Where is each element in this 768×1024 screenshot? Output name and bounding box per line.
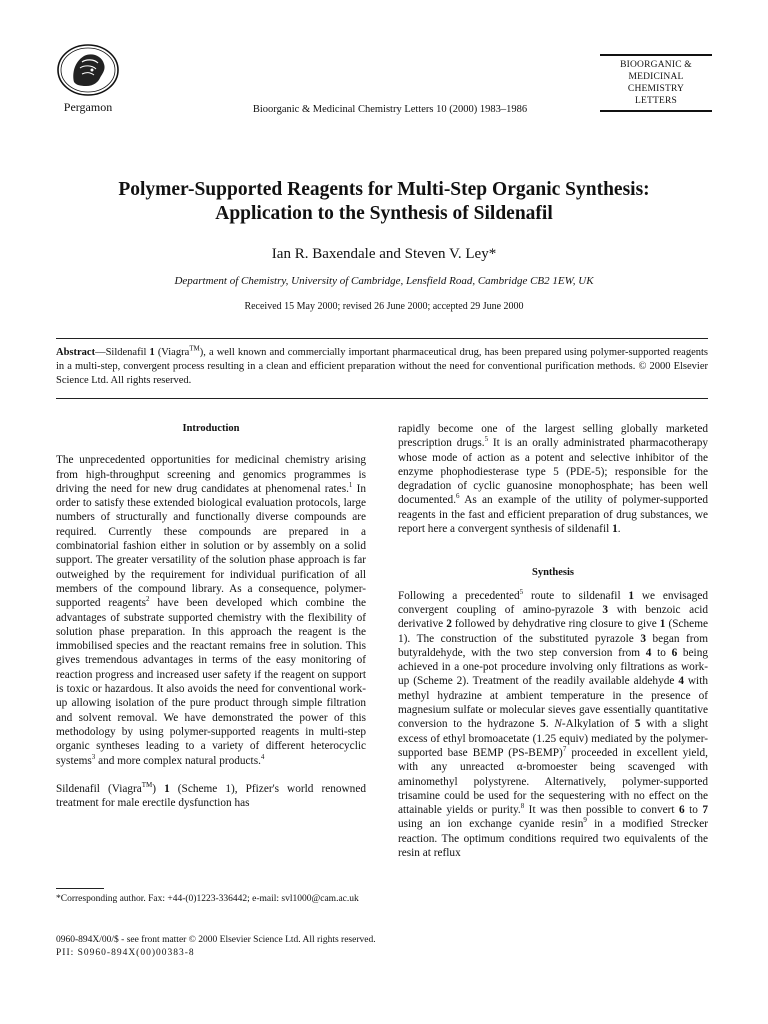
paragraph: Following a precedented$^5$ route to sildenafil 1 we envisaged convergent coupling of amino-pyrazole 3 with benzoic acid derivative 2 followed by dehydrative ring closure to give 1 (Scheme 1). The construction of the substituted pyrazole 3 began from butyraldehyde, with the two step conversion from 4 to 6 being achieved in a one-pot procedure involving only filtrations as work-up (Scheme 2). Treatment of the readily available aldehyde 4 with methyl hydrazine at ambient temperature in the presence of magnesium sulfate or molecular sieves gave essentially quantitative conversion to the hydrazone 5. N-Alkylation of 5 with a slight excess of ethyl bromoacetate (1.25 equiv) mediated by the polymer-supported base BEMP (PS-BEMP)$^7$ proceeded in excellent yield, with any unreacted α-bromoester being scavenged with aminomethyl polystyrene. Alternatively, polymer-supported trisamine could be used for the sequestering with no effect on the attainable yields or purity.$^8$ It was then possible to convert 6 to 7 using an ion exchange cyanide resin$^9$ in a modified Strecker reaction. The optimum conditions required two equivalents of the resin at reflux <box>398 587 709 860</box>
title-line-2: Application to the Synthesis of Sildenafil <box>215 203 553 224</box>
journal-box-line: LETTERS <box>634 96 678 106</box>
paragraph: Sildenafil (Viagra™) 1 (Scheme 1), Pfizer's world renowned treatment for male erectile dysfunction has <box>56 781 366 810</box>
abstract-text: Sildenafil <box>105 347 150 358</box>
citation: 5 <box>519 587 524 596</box>
page-footer <box>56 934 556 960</box>
journal-box-line: CHEMISTRY <box>627 84 685 94</box>
corresponding-author-footnote: *Corresponding author. Fax: +44-(0)1223-336442; e-mail: svl1000@cam.ac.uk <box>56 894 359 904</box>
authors: Ian R. Baxendale and Steven V. Ley* <box>271 246 497 262</box>
right-column <box>398 422 708 860</box>
trademark: TM <box>141 781 153 790</box>
compound-number: 1 <box>164 782 170 795</box>
compound-number: 1 <box>149 347 155 358</box>
footnote-rule <box>56 888 104 889</box>
trademark: TM <box>189 344 200 353</box>
journal-box-line: MEDICINAL <box>628 72 684 82</box>
abstract-top-rule <box>56 338 708 339</box>
citation: 7 <box>562 745 567 754</box>
citation: 6 <box>456 492 460 501</box>
citation: 4 <box>260 752 265 761</box>
journal-name-box <box>600 54 712 112</box>
citation: 5 <box>484 435 489 444</box>
citation: 3 <box>91 752 96 761</box>
citation: 8 <box>520 802 525 811</box>
journal-box-line: BIOORGANIC & <box>620 60 692 70</box>
abstract-text: ), a well known and commercially important pharmaceutical drug, has been prepared using polymer-supported reagents in a multi-step, convergent process resulting in a clean and efficient preparation without the need for conventional purification methods. © 2000 Elsevier Science Ltd. All rights reserved. <box>56 347 708 386</box>
abstract-label: Abstract <box>56 347 96 358</box>
copyright-line: 0960-894X/00/$ - see front matter © 2000 Elsevier Science Ltd. All rights reserved. <box>56 935 376 945</box>
abstract-text: (Viagra <box>154 347 190 358</box>
abstract <box>56 346 708 388</box>
paragraph: The unprecedented opportunities for medicinal chemistry arising from high-throughput screening and genomics programmes is driving the need for new drug candidates at phenomenal rates.$^1$ In order to satisfy these extended biological evaluation protocols, large numbers of structurally and functionally diverse compounds are required. Currently these compounds are prepared in a combinatorial fashion either in solution or by assembly on a solid support. The greater versatility of the solution phase approach is far outweighed by the requirement for individual purification of all members of the compound library. As a consequence, polymer-supported reagents$^2$ have been developed which combine the advantages of substrate supported chemistry with the flexibility of solution phase preparation. In this approach the reagent is the immobilised species and the reactant remains free in solution. This gives tremendous advantages in terms of the easy monitoring of reaction progress and increased user safety if the reagent on support is toxic or hazardous. It also avoids the need for conventional work-up allowing isolation of the pure product through simple filtration and solvent removal. We have demonstrated the power of this methodology by using polymer-supported reagents in multi-step organic syntheses leading to a variety of different heterocyclic systems$^3$ and more complex natural products.$^4$ <box>56 454 367 767</box>
article-title <box>40 178 728 226</box>
publisher-name: Pergamon <box>63 100 113 114</box>
abstract-bottom-rule <box>56 398 708 399</box>
received-dates: Received 15 May 2000; revised 26 June 2000; accepted 29 June 2000 <box>244 301 524 312</box>
abstract-dash: — <box>95 347 106 358</box>
citation: 9 <box>583 816 587 825</box>
citation: 2 <box>146 595 150 604</box>
left-column <box>56 422 366 810</box>
affiliation: Department of Chemistry, University of Cambridge, Lensfield Road, Cambridge CB2 1EW, UK <box>174 275 594 287</box>
paragraph: rapidly become one of the largest selling globally marketed prescription drugs.$^5$ It is an orally administrated pharmacotherapy whose mode of action as a potent and selective inhibitor of the enzyme phophodiesterase type 5 (PDE-5); responsible for the degradation of cyclic guanosine monophosphate; has been well documented.$^6$ As an example of the utility of polymer-supported reagents in the fast and efficient preparation of drug substances, we report here a convergent synthesis of sildenafil 1. <box>398 423 708 536</box>
title-line-1: Polymer-Supported Reagents for Multi-Step Organic Synthesis: <box>118 179 650 200</box>
compound-number: 1 <box>612 523 618 536</box>
citation: 1 <box>348 481 353 490</box>
publisher-logo <box>56 44 120 96</box>
section-heading-synthesis: Synthesis <box>531 567 574 579</box>
pii-line: PII: S0960-894X(00)00383-8 <box>56 948 195 958</box>
section-heading-introduction: Introduction <box>182 423 240 434</box>
journal-citation: Bioorganic & Medicinal Chemistry Letters 10 (2000) 1983–1986 <box>252 104 528 115</box>
